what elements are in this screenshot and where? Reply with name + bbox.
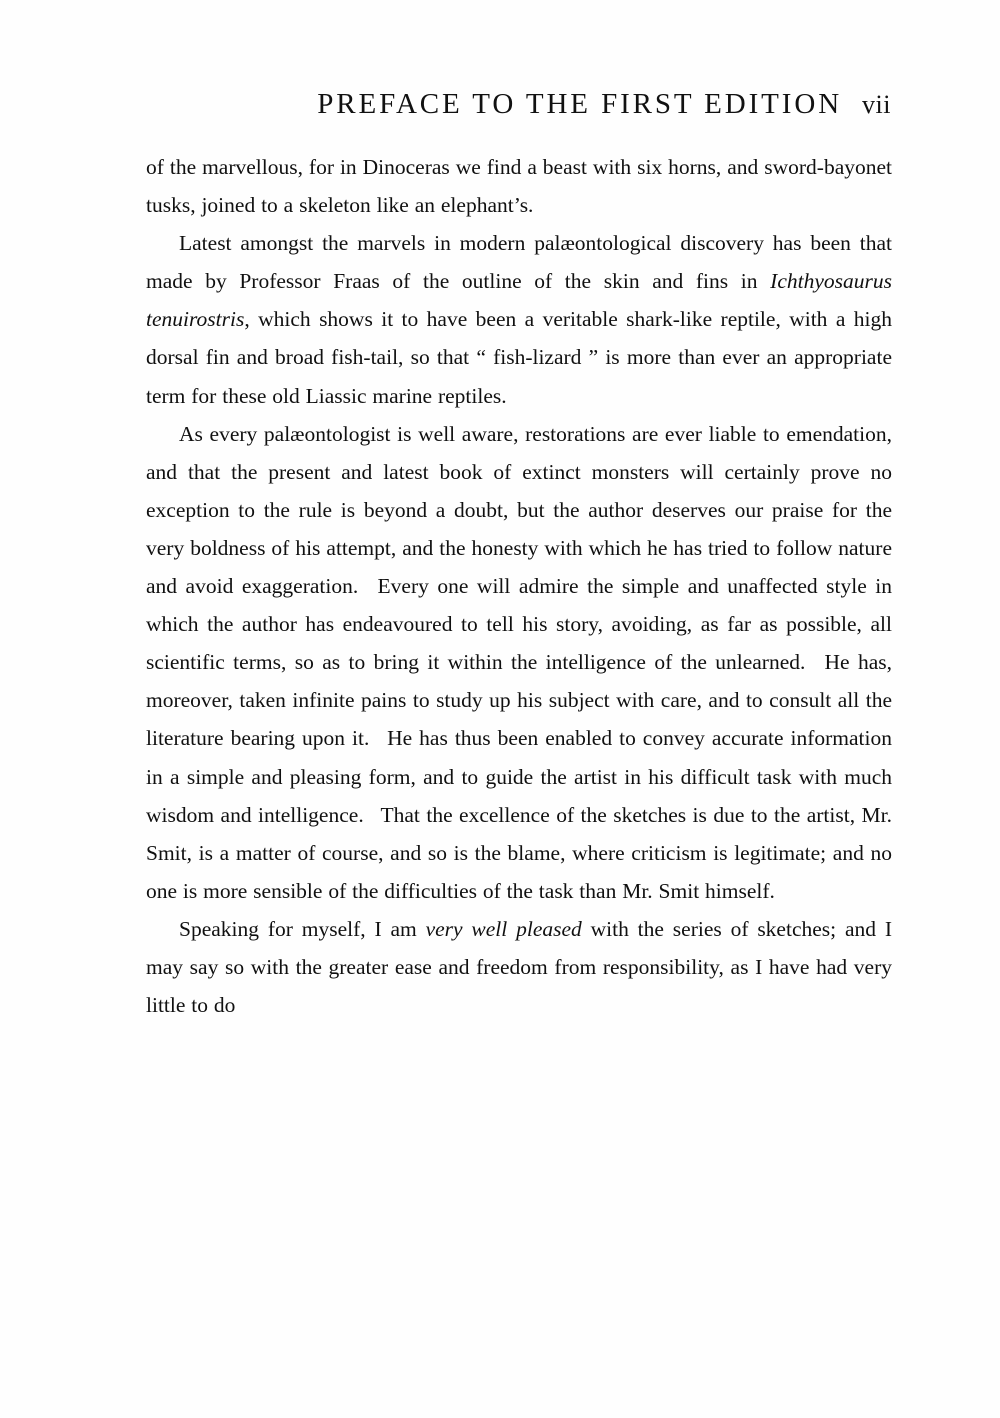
para-fraas-ichthyosaurus: Latest amongst the marvels in modern palæontological discovery has been that made by Professor Fraas of the outline of the skin and fins in Ichthyosaurus tenuirostris, which shows it to have been a veritable shark-like reptile, with a high dorsal fin and broad fish-tail, so that “ fish-lizard ” is more than ever an appropriate term for these old Liassic marine reptiles. bbox=[146, 231, 892, 408]
running-head bbox=[146, 90, 891, 130]
running-head-title: PREFACE TO THE FIRST EDITION bbox=[317, 88, 843, 120]
para-restorations-emendation: As every palæontologist is well aware, restorations are ever liable to emendation, and that the present and latest book of extinct monsters will certainly prove no exception to the rule is beyond a doubt, but the author deserves our praise for the very boldness of his attempt, and the honesty with which he has tried to follow nature and avoid exaggeration. Every one will admire the simple and unaffected style in which the author has endeavoured to tell his story, avoiding, as far as possible, all scientific terms, so as to bring it within the intelligence of the unlearned. He has, moreover, taken infinite pains to study up his subject with care, and to consult all the literature bearing upon it. He has thus been enabled to convey accurate information in a simple and pleasing form, and to guide the artist in his difficult task with much wisdom and intelligence. That the excellence of the sketches is due to the artist, Mr. Smit, is a matter of course, and so is the blame, where criticism is legitimate; and no one is more sensible of the difficulties of the task than Mr. Smit himself. bbox=[146, 421, 892, 903]
emphasised-text: Ichthyosaurus tenuirostris bbox=[146, 269, 892, 332]
emphasised-text: very well pleased bbox=[425, 916, 582, 941]
para-continued-dinoceras: of the marvellous, for in Dinoceras we find a beast with six horns, and sword-bayonet tusks, joined to a skeleton like an elephant’s. bbox=[146, 155, 892, 218]
para-speaking-for-myself: Speaking for myself, I am very well pleased with the series of sketches; and I may say so with the greater ease and freedom from responsibility, as I have had very little to do bbox=[146, 916, 892, 1018]
page-number: vii bbox=[862, 90, 891, 119]
body-text-block bbox=[146, 148, 892, 1024]
